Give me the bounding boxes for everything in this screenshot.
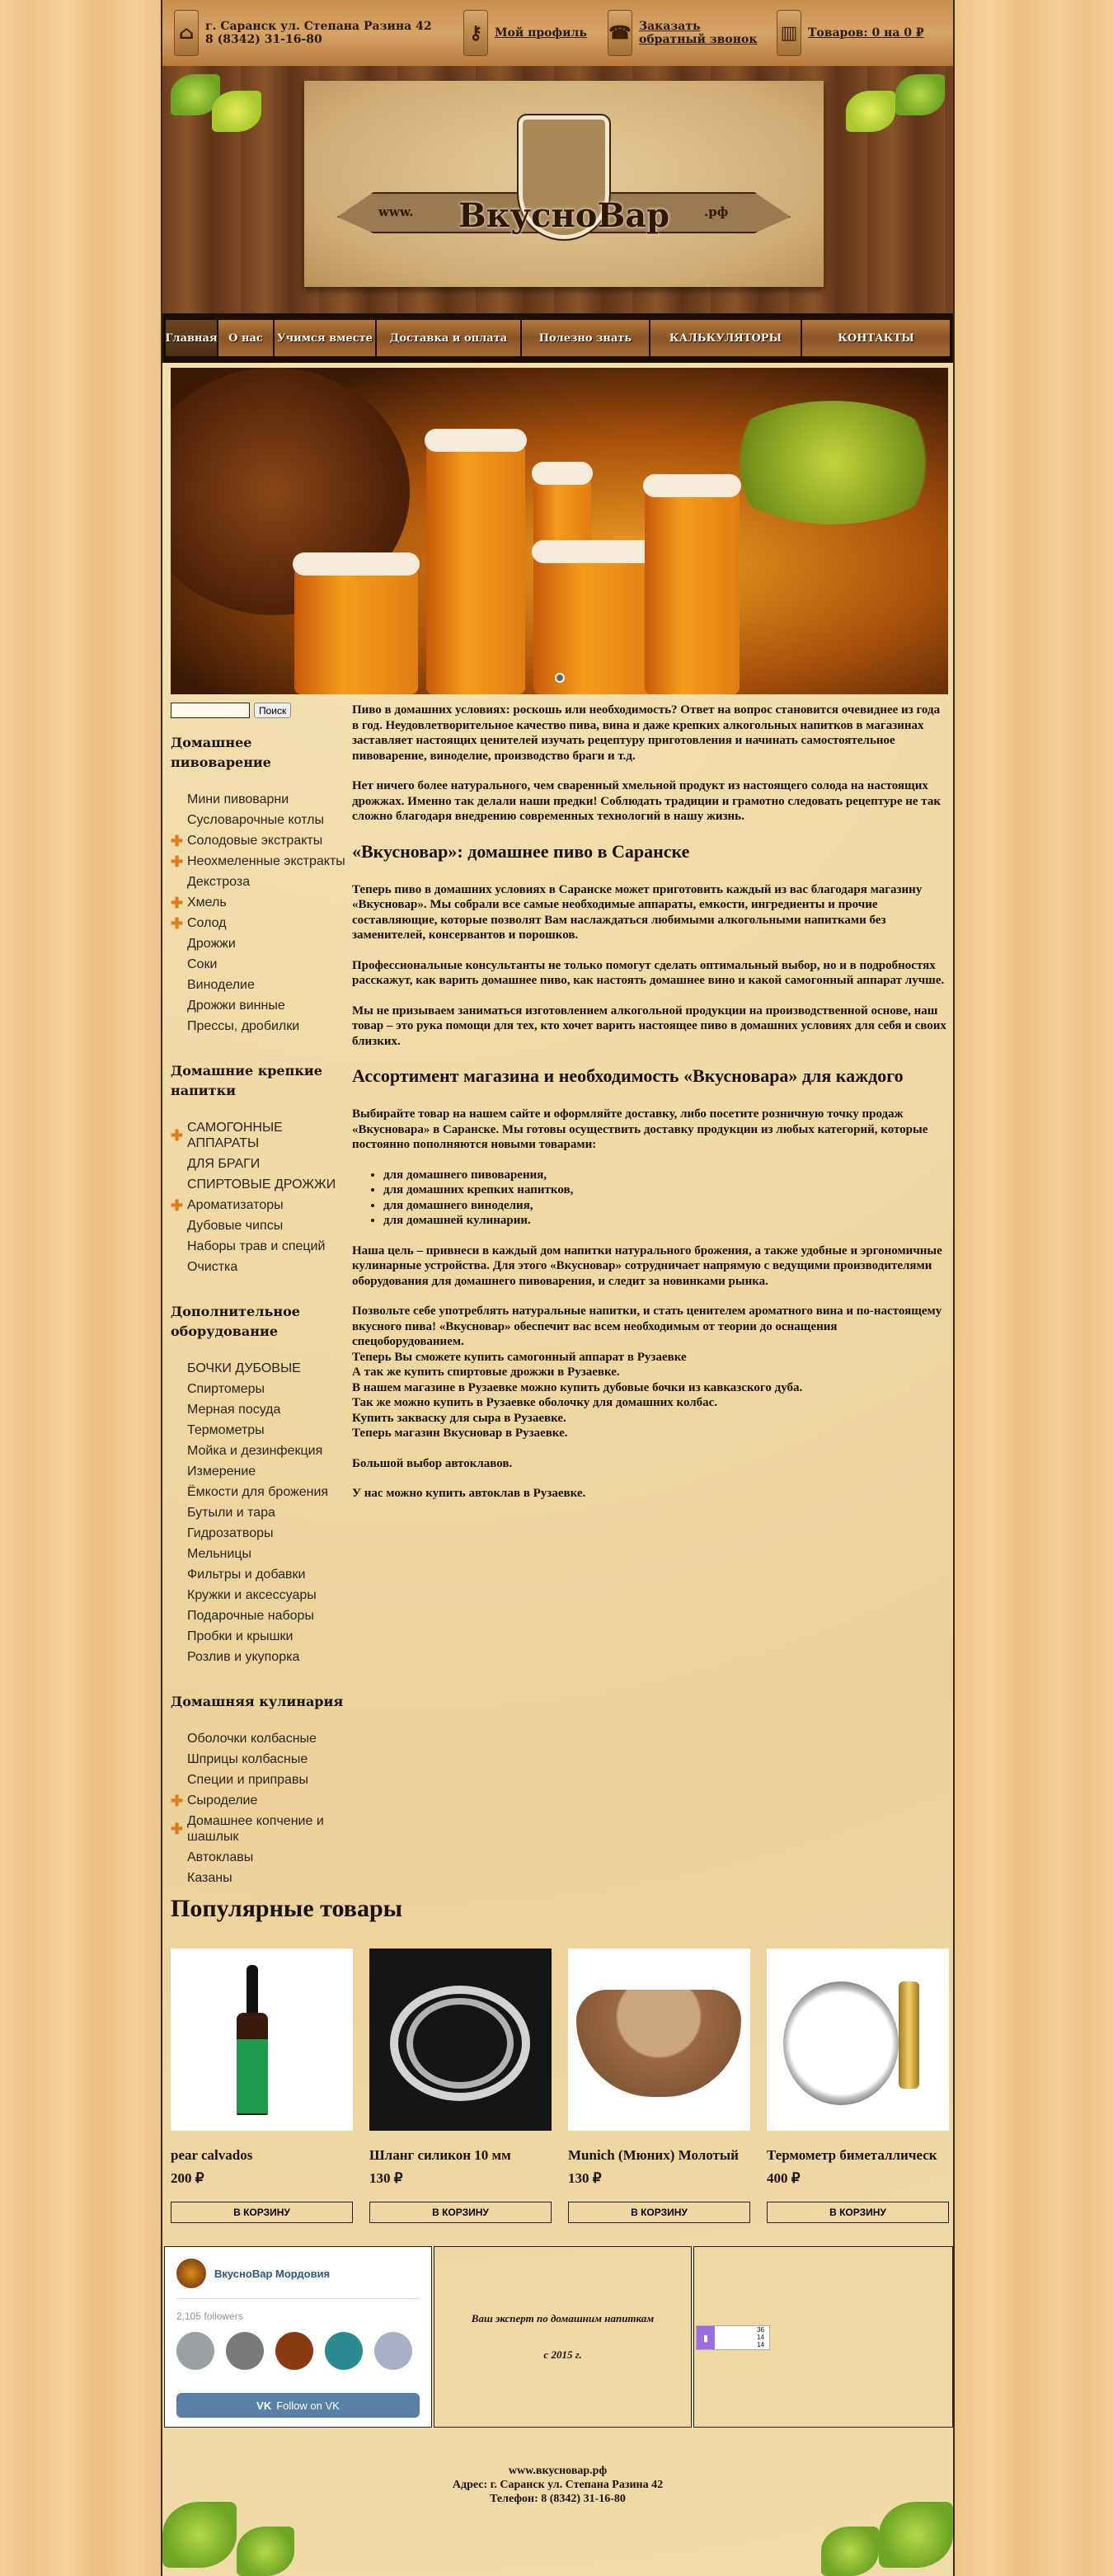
sidebar-item-label: Соки <box>187 957 218 971</box>
sidebar-item-label: СПИРТОВЫЕ ДРОЖЖИ <box>187 1178 336 1192</box>
paragraph: Мы не призываем заниматься изготовлением алкогольной продукции на производственной основе, наш товар – это рука помощи для тех, кто хочет варить настоящее пиво в домашних условиях для себя и своих близких. <box>352 1004 946 1048</box>
sidebar-menu <box>171 1117 348 1277</box>
vk-followers: 2,105 followers <box>176 2310 243 2322</box>
sidebar-item-label: Специи и приправы <box>187 1773 308 1787</box>
expert-box <box>434 2246 692 2428</box>
text-line: Теперь магазин Вкусновар в Рузаевке. <box>352 1427 568 1440</box>
sidebar-item-label: Мини пивоварни <box>187 792 289 806</box>
sidebar-menu <box>171 789 348 1037</box>
sidebar-item-label: Мерная посуда <box>187 1403 281 1417</box>
profile-link[interactable]: Мой профиль <box>495 26 587 40</box>
sidebar-item[interactable] <box>171 954 348 975</box>
sidebar-menu <box>171 1728 348 1888</box>
phone-text: 8 (8342) 31-16-80 <box>205 33 322 46</box>
search-input[interactable] <box>171 703 250 718</box>
sidebar-item[interactable] <box>171 1564 348 1585</box>
page-container <box>161 0 955 2576</box>
sidebar-item[interactable] <box>171 1585 348 1605</box>
sidebar-item-label: Спиртомеры <box>187 1382 265 1396</box>
vk-widget <box>164 2246 432 2428</box>
avatar[interactable] <box>325 2332 363 2370</box>
logo-sign[interactable] <box>304 81 824 287</box>
nav-contacts[interactable]: КОНТАКТЫ <box>802 320 950 356</box>
expand-plus-icon[interactable]: ✚ <box>171 894 184 911</box>
sidebar-item[interactable] <box>171 1441 348 1461</box>
expand-plus-icon[interactable]: ✚ <box>171 1821 184 1837</box>
beer-glass <box>294 571 418 694</box>
counter-visits: 14 <box>757 2334 764 2341</box>
product-name[interactable]: Термометр биметаллическ <box>767 2147 937 2163</box>
avatar[interactable] <box>275 2332 313 2370</box>
product-image[interactable] <box>171 1948 353 2131</box>
text-line: В нашем магазине в Рузаевке можно купить дубовые бочки из кавказского дуба. <box>352 1380 803 1394</box>
footer-address: Адрес: г. Саранск ул. Степана Разина 42 <box>452 2479 664 2491</box>
paragraph: Профессиональные консультанты не только помогут сделать оптимальный выбор, но и в подробностях расскажут, как варить домашнее пиво, как настоять домашнее вино и какой самогонный аппарат лучше. <box>352 958 945 987</box>
sidebar-item[interactable] <box>171 1523 348 1544</box>
sidebar-item[interactable] <box>171 913 348 933</box>
list-item: • для домашних крепких напитков, <box>383 1182 948 1198</box>
key-icon: ⚷ <box>463 10 488 56</box>
sidebar-item-label: САМОГОННЫЕ АППАРАТЫ <box>187 1121 283 1150</box>
sidebar-item[interactable] <box>171 1195 348 1215</box>
sidebar-item[interactable] <box>171 1154 348 1174</box>
sidebar-item-label: БОЧКИ ДУБОВЫЕ <box>187 1361 301 1375</box>
product-name[interactable]: pear calvados <box>171 2147 253 2163</box>
avatar[interactable] <box>226 2332 264 2370</box>
sidebar-heading: Домашняя кулинария <box>171 1694 344 1709</box>
sidebar-heading: Домашние крепкие напитки <box>171 1063 322 1098</box>
sidebar-item-label: ДЛЯ БРАГИ <box>187 1157 261 1171</box>
product-image[interactable] <box>767 1948 949 2131</box>
search-form <box>171 703 348 718</box>
sidebar-item[interactable] <box>171 810 348 830</box>
sidebar-heading: Домашнее пивоварение <box>171 735 271 770</box>
add-to-cart-button[interactable]: В КОРЗИНУ <box>369 2202 552 2223</box>
sidebar-item-label: Бутыли и тара <box>187 1506 275 1520</box>
sidebar-item-label: Виноделие <box>187 978 255 992</box>
footer <box>162 2433 953 2576</box>
sidebar-item[interactable] <box>171 892 348 913</box>
beer-glass <box>533 558 657 694</box>
main-content <box>352 703 948 1516</box>
sidebar-item[interactable] <box>171 1770 348 1790</box>
sidebar-item[interactable] <box>171 1626 348 1647</box>
cart-icon: ▥ <box>777 10 801 56</box>
avatar[interactable] <box>176 2332 214 2370</box>
sidebar-item-label: Измерение <box>187 1464 256 1478</box>
yandex-metrika-counter[interactable] <box>696 2325 770 2350</box>
sidebar-item-label: Дрожжи <box>187 937 236 951</box>
product-image[interactable] <box>369 1948 552 2131</box>
cart-link[interactable]: Товаров: 0 на 0 ₽ <box>808 26 924 40</box>
product-card <box>568 1948 750 2223</box>
sidebar-item[interactable] <box>171 1749 348 1770</box>
profile-block <box>463 10 587 56</box>
hero-banner <box>171 368 948 694</box>
paragraph: Большой выбор автоклавов. <box>352 1456 513 1470</box>
sidebar-item[interactable] <box>171 1647 348 1667</box>
sidebar-item-label: Декстроза <box>187 875 251 889</box>
text-line: А так же купить спиртовые дрожжи в Рузаевке. <box>352 1366 620 1379</box>
expand-plus-icon[interactable]: ✚ <box>171 832 184 849</box>
sidebar-item[interactable] <box>171 1728 348 1749</box>
text-line: Позвольте себе употреблять натуральные напитки, и стать ценителем ароматного вина и по-настоящему вкусного пива! «Вкусновар» обеспечит вас всем необходимым от теории до оснащения спецоборудованием. <box>352 1304 942 1348</box>
popular-title: Популярные товары <box>171 1895 403 1922</box>
footer-phone: Телефон: 8 (8342) 31-16-80 <box>490 2493 626 2505</box>
address-text: г. Саранск ул. Степана Разина 42 <box>205 20 432 33</box>
counter-box <box>693 2246 953 2428</box>
sidebar-item-label: Ароматизаторы <box>187 1198 284 1212</box>
list-item: • для домашнего виноделия, <box>383 1198 948 1214</box>
vk-follower-avatars <box>176 2332 420 2370</box>
sidebar-item-label: Розлив и укупорка <box>187 1650 300 1664</box>
product-price: 130 ₽ <box>369 2170 403 2186</box>
text-line: Теперь Вы сможете купить самогонный аппарат в Рузаевке <box>352 1350 687 1364</box>
nav-about[interactable]: О нас <box>218 320 275 356</box>
sidebar-item[interactable] <box>171 872 348 892</box>
avatar[interactable] <box>374 2332 412 2370</box>
house-icon: ⌂ <box>174 10 199 56</box>
beer-glass <box>426 447 525 694</box>
sidebar-item-label: Ёмкости для брожения <box>187 1485 329 1499</box>
sidebar-item-label: Солодовые экстракты <box>187 834 323 848</box>
section-heading: «Вкусновар»: домашнее пиво в Саранске <box>352 840 690 862</box>
counter-views: 36 <box>757 2326 764 2334</box>
paragraph: Выбирайте товар на нашем сайте и оформляйте доставку, либо посетите розничную точку продаж «Вкусновара» в Саранске. Мы готовы осуществить доставку продукции из любых категорий, которые постоянно пополняются новыми товарами: <box>352 1107 928 1151</box>
logo-prefix: www. <box>378 204 414 219</box>
sidebar-item[interactable] <box>171 1016 348 1037</box>
sidebar-item-label: Подарочные наборы <box>187 1609 314 1623</box>
sidebar-item[interactable] <box>171 933 348 954</box>
cart-block <box>777 10 924 56</box>
add-to-cart-button[interactable]: В КОРЗИНУ <box>767 2202 949 2223</box>
sidebar-item-label: Дрожжи винные <box>187 999 285 1013</box>
search-button[interactable]: Поиск <box>254 703 291 718</box>
product-card <box>171 1948 353 2223</box>
product-card <box>369 1948 552 2223</box>
expand-plus-icon[interactable]: ✚ <box>171 853 184 870</box>
category-list <box>383 1168 948 1229</box>
nav-calculators[interactable]: КАЛЬКУЛЯТОРЫ <box>650 320 802 356</box>
sidebar-item-label: Сусловарочные котлы <box>187 813 325 827</box>
sidebar-item-label: Сыроделие <box>187 1793 258 1807</box>
sidebar-item[interactable] <box>171 1502 348 1523</box>
sidebar-item-label: Наборы трав и специй <box>187 1239 326 1253</box>
sidebar-item-label: Оболочки колбасные <box>187 1732 317 1746</box>
product-price: 400 ₽ <box>767 2170 801 2186</box>
sidebar-item-label: Шприцы колбасные <box>187 1752 308 1766</box>
logo-suffix: .рф <box>704 204 729 219</box>
widgets-row <box>164 2246 953 2428</box>
intro-paragraph: Пиво в домашних условиях: роскошь или необходимость? Ответ на вопрос становится очевиднее из года в год. Неудовлетворительное качество пива, вина и даже крепких алкогольных напитков в магазинах заставляет настоящих ценителей изучать рецептуру приготовления и начинать самостоятельное пивоварение, виноделие, производство браги и т.д. <box>352 703 941 763</box>
add-to-cart-button[interactable]: В КОРЗИНУ <box>171 2202 353 2223</box>
text-line: Купить закваску для сыра в Рузаевке. <box>352 1411 566 1425</box>
sidebar-item[interactable] <box>171 1847 348 1868</box>
expand-plus-icon[interactable]: ✚ <box>171 1792 184 1809</box>
popular-products <box>171 1892 948 2223</box>
sidebar-item-label: Кружки и аксессуары <box>187 1588 317 1602</box>
sidebar-item-label: Пробки и крышки <box>187 1629 294 1643</box>
main-nav <box>162 313 953 363</box>
nav-useful[interactable]: Полезно знать <box>522 320 650 356</box>
sidebar-item[interactable] <box>171 1544 348 1564</box>
address-block <box>174 10 432 56</box>
logo-brand: ВкусноВар <box>458 196 670 235</box>
sidebar-item[interactable] <box>171 975 348 995</box>
expand-plus-icon[interactable]: ✚ <box>171 1127 184 1144</box>
paragraph: У нас можно купить автоклав в Рузаевке. <box>352 1487 586 1500</box>
callback-line-1: Заказать <box>639 20 701 33</box>
phone-icon: ☎ <box>608 10 632 56</box>
section-heading: Ассортимент магазина и необходимость «Вкусновара» для каждого <box>352 1065 904 1086</box>
sidebar-item[interactable] <box>171 1236 348 1257</box>
product-name[interactable]: Шланг силикон 10 мм <box>369 2147 511 2163</box>
sidebar-item-label: Очистка <box>187 1260 238 1274</box>
sidebar-item-label: Солод <box>187 916 227 930</box>
list-item: • для домашней кулинарии. <box>383 1213 948 1229</box>
callback-line-2: обратный звонок <box>639 33 758 46</box>
paragraph: Наша цель – привнеси в каждый дом напитки натурального брожения, а также удобные и эргономичные кулинарные устройства. Для этого «Вкусновар» сотрудничает напрямую с ведущими производителями оборудования для домашнего пивоварения, и следит за новинками рынка. <box>352 1243 942 1288</box>
sidebar-item-label: Мельницы <box>187 1547 251 1561</box>
sidebar-item-label: Прессы, дробилки <box>187 1019 300 1033</box>
nav-learn[interactable]: Учимся вместе <box>275 320 377 356</box>
sidebar-item[interactable] <box>171 1868 348 1888</box>
logo-header <box>162 66 953 313</box>
product-name[interactable]: Munich (Мюних) Молотый <box>568 2147 739 2163</box>
sidebar-item-label: Гидрозатворы <box>187 1526 274 1540</box>
callback-link[interactable] <box>639 20 757 46</box>
footer-site[interactable]: www.вкусновар.рф <box>508 2465 608 2477</box>
sidebar-item[interactable] <box>171 1257 348 1277</box>
sidebar-item[interactable] <box>171 995 348 1016</box>
product-image[interactable] <box>568 1948 750 2131</box>
paragraph: Нет ничего более натурального, чем сваренный хмельной продукт из настоящего солода на настоящих дрожжах. Именно так делали наши предки! Соблюдать традиции и грамотно следовать рецептуре не так сложно благодаря внедрению современных технологий в нашу жизнь. <box>352 779 941 823</box>
sidebar <box>171 703 348 1913</box>
vk-follow-button[interactable] <box>176 2393 420 2418</box>
nav-home[interactable]: Главная <box>166 320 218 356</box>
paragraph: Теперь пиво в домашних условиях в Саранске может приготовить каждый из вас благодаря магазину «Вкусновар». Мы собрали все самые необходимые аппараты, емкости, ингредиенты и прочие составляющие, которые позволят Вам наслаждаться любимыми алкогольными напитками без заменителей, консервантов и порошков. <box>352 882 923 942</box>
sidebar-item[interactable] <box>171 1358 348 1379</box>
expert-line-1: Ваш эксперт по домашним напиткам <box>471 2312 655 2325</box>
product-price: 130 ₽ <box>568 2170 602 2186</box>
vk-follow-label: Follow on VK <box>276 2399 340 2412</box>
sidebar-item[interactable] <box>171 1399 348 1420</box>
sidebar-item[interactable] <box>171 830 348 851</box>
sidebar-item[interactable] <box>171 1117 348 1154</box>
vk-avatar[interactable] <box>176 2259 206 2288</box>
counter-visitors: 14 <box>757 2341 764 2348</box>
add-to-cart-button[interactable]: В КОРЗИНУ <box>568 2202 750 2223</box>
vk-icon: VK <box>256 2399 272 2412</box>
sidebar-item[interactable] <box>171 1461 348 1482</box>
sidebar-item[interactable] <box>171 1174 348 1195</box>
sidebar-item-label: Мойка и дезинфекция <box>187 1444 323 1458</box>
sidebar-item[interactable] <box>171 1379 348 1399</box>
sidebar-item[interactable] <box>171 1482 348 1502</box>
list-item: • для домашнего пивоварения, <box>383 1168 948 1183</box>
hops-image <box>717 401 948 524</box>
beer-glass <box>645 492 740 694</box>
sidebar-item-label: Домашнее копчение и шашлык <box>187 1814 324 1844</box>
sidebar-item-label: Фильтры и добавки <box>187 1568 306 1582</box>
sidebar-item[interactable] <box>171 1790 348 1811</box>
nav-delivery[interactable]: Доставка и оплата <box>377 320 522 356</box>
sidebar-item[interactable] <box>171 1811 348 1847</box>
product-price: 200 ₽ <box>171 2170 204 2186</box>
metrika-icon: ▮ <box>697 2326 715 2349</box>
sidebar-item-label: Казаны <box>187 1871 232 1885</box>
sidebar-item[interactable] <box>171 851 348 872</box>
sidebar-item[interactable] <box>171 789 348 810</box>
sidebar-item-label: Термометры <box>187 1423 265 1437</box>
expand-plus-icon[interactable]: ✚ <box>171 914 184 932</box>
sidebar-item[interactable] <box>171 1215 348 1236</box>
sidebar-item[interactable] <box>171 1420 348 1441</box>
sidebar-item-label: Дубовые чипсы <box>187 1219 284 1233</box>
expert-line-2: с 2015 г. <box>543 2348 582 2361</box>
sidebar-menu <box>171 1358 348 1667</box>
sidebar-item[interactable] <box>171 1605 348 1626</box>
vk-group-name[interactable]: ВкусноВар Мордовия <box>214 2267 331 2280</box>
sidebar-item-label: Неохмеленные экстракты <box>187 854 345 868</box>
sidebar-item-label: Автоклавы <box>187 1850 254 1864</box>
text-line: Так же можно купить в Рузаевке оболочку для домашних колбас. <box>352 1396 718 1409</box>
expand-plus-icon[interactable]: ✚ <box>171 1196 184 1214</box>
sidebar-heading: Дополнительное оборудование <box>171 1304 300 1339</box>
callback-block <box>608 10 757 56</box>
sidebar-item-label: Хмель <box>187 895 227 910</box>
top-bar <box>162 0 953 66</box>
slider-dot[interactable] <box>555 673 565 683</box>
product-card <box>767 1948 949 2223</box>
